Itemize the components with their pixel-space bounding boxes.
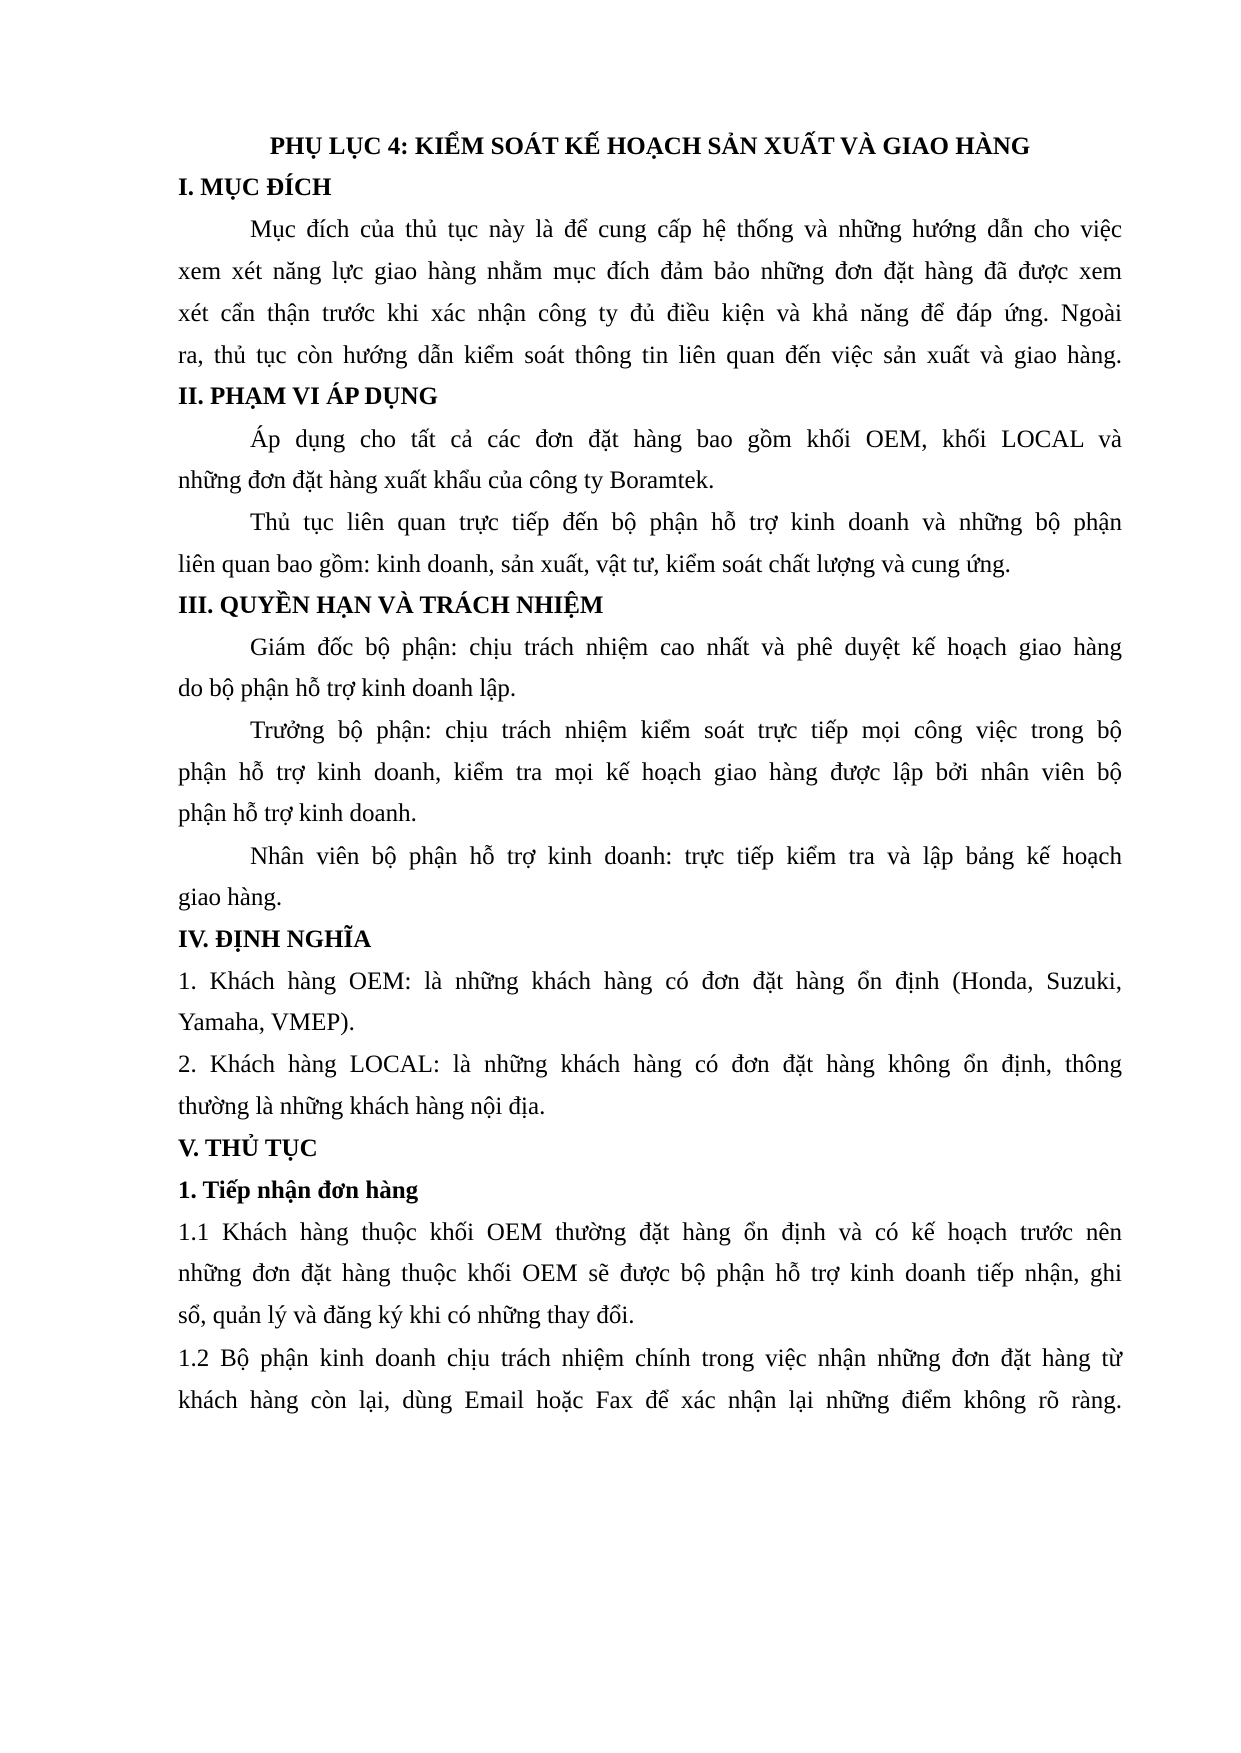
paragraph-line: liên quan bao gồm: kinh doanh, sản xuất, vật tư, kiểm soát chất lượng và cung ứng. xyxy=(178,551,1011,578)
paragraph-line: ra, thủ tục còn hướng dẫn kiểm soát thông tin liên quan đến việc sản xuất và giao hàng. xyxy=(178,342,1122,369)
section-heading-definitions: IV. ĐỊNH NGHĨA xyxy=(178,926,372,953)
paragraph-line: Trưởng bộ phận: chịu trách nhiệm kiểm soát trực tiếp mọi công việc trong bộ xyxy=(250,717,1122,744)
paragraph-line: phận hỗ trợ kinh doanh. xyxy=(178,800,417,827)
paragraph-line: xem xét năng lực giao hàng nhằm mục đích đảm bảo những đơn đặt hàng đã được xem xyxy=(178,258,1122,285)
paragraph-line: những đơn đặt hàng xuất khẩu của công ty Boramtek. xyxy=(178,467,715,494)
paragraph-line: giao hàng. xyxy=(178,884,283,911)
section-heading-purpose: I. MỤC ĐÍCH xyxy=(178,174,332,201)
paragraph-line: Mục đích của thủ tục này là để cung cấp hệ thống và những hướng dẫn cho việc xyxy=(250,216,1122,243)
paragraph-line: xét cẩn thận trước khi xác nhận công ty đủ điều kiện và khả năng để đáp ứng. Ngoài xyxy=(178,300,1122,327)
procedure-line: sổ, quản lý và đăng ký khi có những thay đổi. xyxy=(178,1302,635,1329)
definition-line: thường là những khách hàng nội địa. xyxy=(178,1093,546,1120)
paragraph-line: Thủ tục liên quan trực tiếp đến bộ phận hỗ trợ kinh doanh và những bộ phận xyxy=(250,509,1122,536)
definition-line: 1. Khách hàng OEM: là những khách hàng có đơn đặt hàng ổn định (Honda, Suzuki, xyxy=(178,968,1122,995)
procedure-line: khách hàng còn lại, dùng Email hoặc Fax để xác nhận lại những điểm không rõ ràng. xyxy=(178,1387,1122,1414)
paragraph-line: do bộ phận hỗ trợ kinh doanh lập. xyxy=(178,675,517,702)
procedure-line: 1.2 Bộ phận kinh doanh chịu trách nhiệm chính trong việc nhận những đơn đặt hàng từ xyxy=(178,1345,1122,1372)
section-heading-responsibilities: III. QUYỀN HẠN VÀ TRÁCH NHIỆM xyxy=(178,592,604,619)
section-heading-procedure: V. THỦ TỤC xyxy=(178,1135,318,1162)
paragraph-line: Nhân viên bộ phận hỗ trợ kinh doanh: trực tiếp kiểm tra và lập bảng kế hoạch xyxy=(250,843,1122,870)
procedure-line: 1.1 Khách hàng thuộc khối OEM thường đặt hàng ổn định và có kế hoạch trước nên xyxy=(178,1219,1122,1246)
definition-line: Yamaha, VMEP). xyxy=(178,1009,355,1036)
section-heading-scope: II. PHẠM VI ÁP DỤNG xyxy=(178,383,438,410)
subsection-heading-order-receipt: 1. Tiếp nhận đơn hàng xyxy=(178,1177,419,1204)
procedure-line: những đơn đặt hàng thuộc khối OEM sẽ được bộ phận hỗ trợ kinh doanh tiếp nhận, ghi xyxy=(178,1260,1122,1287)
definition-line: 2. Khách hàng LOCAL: là những khách hàng có đơn đặt hàng không ổn định, thông xyxy=(178,1051,1122,1078)
paragraph-line: Giám đốc bộ phận: chịu trách nhiệm cao nhất và phê duyệt kế hoạch giao hàng xyxy=(250,634,1122,661)
paragraph-line: phận hỗ trợ kinh doanh, kiểm tra mọi kế hoạch giao hàng được lập bởi nhân viên bộ xyxy=(178,759,1122,786)
paragraph-line: Áp dụng cho tất cả các đơn đặt hàng bao gồm khối OEM, khối LOCAL và xyxy=(250,426,1122,453)
page-title: PHỤ LỤC 4: KIỂM SOÁT KẾ HOẠCH SẢN XUẤT VÀ GIAO HÀNG xyxy=(269,133,1031,160)
